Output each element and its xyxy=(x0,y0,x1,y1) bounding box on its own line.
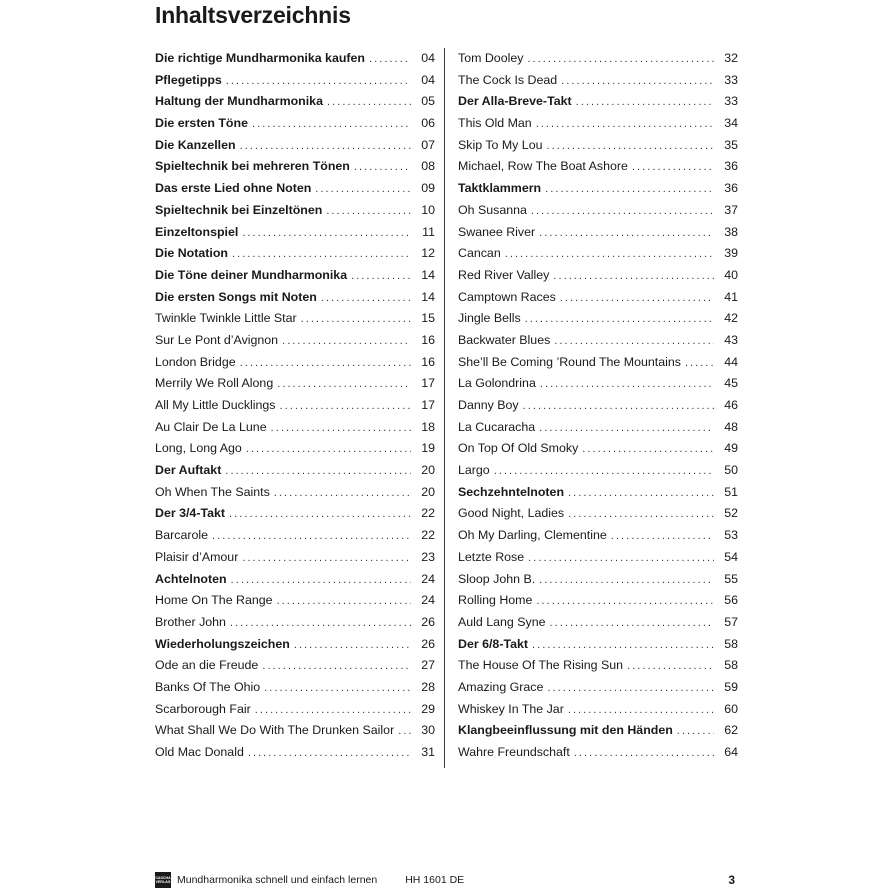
toc-song-entry xyxy=(458,525,738,547)
toc-entry-page: 50 xyxy=(724,463,738,478)
toc-song-entry xyxy=(458,308,738,330)
toc-dot-leader xyxy=(547,678,714,700)
toc-entry-page: 17 xyxy=(421,398,435,412)
toc-song-entry xyxy=(458,243,738,265)
toc-dot-leader xyxy=(523,396,714,418)
toc-entry-page: 35 xyxy=(724,137,738,152)
toc-entry-label: Brother John xyxy=(155,614,226,629)
page-footer xyxy=(155,872,735,888)
toc-chapter-entry xyxy=(155,569,435,591)
toc-song-entry xyxy=(458,48,738,70)
toc-song-entry xyxy=(458,417,738,439)
toc-dot-leader xyxy=(553,266,714,288)
toc-entry-label: Jingle Bells xyxy=(458,311,521,326)
publisher-logo xyxy=(155,872,171,888)
toc-dot-leader xyxy=(280,396,411,418)
toc-song-entry xyxy=(458,113,738,135)
toc-entry-label: Das erste Lied ohne Noten xyxy=(155,181,312,196)
toc-entry-label: All My Little Ducklings xyxy=(155,398,276,412)
toc-entry-page: 36 xyxy=(724,181,738,196)
toc-dot-leader xyxy=(582,439,714,461)
toc-entry-page: 33 xyxy=(724,72,738,87)
toc-dot-leader xyxy=(531,201,714,223)
toc-entry-label: Swanee River xyxy=(458,224,536,239)
toc-dot-leader xyxy=(277,374,411,396)
toc-chapter-entry xyxy=(155,243,435,265)
toc-dot-leader xyxy=(326,201,411,223)
toc-entry-label: Cancan xyxy=(458,246,501,261)
toc-entry-page: 20 xyxy=(421,484,435,499)
toc-song-entry xyxy=(458,330,738,352)
toc-dot-leader xyxy=(536,114,714,136)
toc-entry-label: Whiskey In The Jar xyxy=(458,701,564,716)
toc-dot-leader xyxy=(540,374,714,396)
toc-entry-page: 27 xyxy=(421,658,435,673)
toc-dot-leader xyxy=(536,591,714,613)
toc-entry-label: Merrily We Roll Along xyxy=(155,376,274,391)
toc-entry-label: Largo xyxy=(458,463,490,478)
toc-entry-page: 32 xyxy=(724,51,738,65)
toc-entry-label: Haltung der Mundharmonika xyxy=(155,94,323,109)
toc-song-entry xyxy=(155,677,435,699)
toc-song-entry xyxy=(458,699,738,721)
toc-chapter-entry xyxy=(155,503,435,525)
toc-dot-leader xyxy=(240,136,411,158)
toc-entry-label: The Cock Is Dead xyxy=(458,72,558,87)
toc-song-entry xyxy=(458,460,738,482)
toc-entry-page: 20 xyxy=(421,463,435,478)
toc-entry-label: Die richtige Mundharmonika kaufen xyxy=(155,51,365,65)
toc-song-entry xyxy=(155,612,435,634)
toc-dot-leader xyxy=(255,700,411,722)
toc-dot-leader xyxy=(321,288,411,310)
toc-entry-page: 28 xyxy=(421,679,435,694)
toc-entry-label: Good Night, Ladies xyxy=(458,506,565,521)
toc-entry-label: Spieltechnik bei Einzeltönen xyxy=(155,202,323,217)
toc-chapter-entry xyxy=(155,265,435,287)
toc-dot-leader xyxy=(248,743,411,765)
toc-chapter-entry xyxy=(155,48,435,70)
toc-song-entry xyxy=(155,352,435,374)
toc-song-entry xyxy=(458,70,738,92)
toc-entry-label: Die Kanzellen xyxy=(155,137,236,152)
toc-entry-page: 48 xyxy=(724,419,738,434)
toc-entry-label: Danny Boy xyxy=(458,398,519,412)
toc-song-entry xyxy=(155,699,435,721)
toc-dot-leader xyxy=(274,483,411,505)
toc-entry-page: 04 xyxy=(421,72,435,87)
toc-entry-label: Die ersten Songs mit Noten xyxy=(155,289,317,304)
toc-entry-page: 31 xyxy=(421,745,435,759)
footer-product-code: HH 1601 DE xyxy=(405,874,465,886)
toc-dot-leader xyxy=(351,266,411,288)
toc-entry-page: 06 xyxy=(421,116,435,131)
toc-entry-page: 14 xyxy=(421,267,435,282)
toc-chapter-entry xyxy=(155,178,435,200)
toc-entry-label: The House Of The Rising Sun xyxy=(458,658,624,673)
toc-entry-page: 57 xyxy=(724,614,738,629)
toc-entry-page: 33 xyxy=(724,94,738,109)
toc-dot-leader xyxy=(212,526,411,548)
toc-dot-leader xyxy=(525,309,714,331)
toc-entry-label: Der Auftakt xyxy=(155,463,222,478)
toc-song-entry xyxy=(458,590,738,612)
toc-entry-page: 43 xyxy=(724,332,738,347)
toc-entry-page: 22 xyxy=(421,506,435,521)
toc-chapter-entry xyxy=(458,178,738,200)
toc-dot-leader xyxy=(230,613,411,635)
toc-entry-label: Backwater Blues xyxy=(458,332,551,347)
toc-dot-leader xyxy=(231,570,411,592)
toc-entry-label: Letzte Rose xyxy=(458,549,525,564)
toc-dot-leader xyxy=(354,157,411,179)
toc-song-entry xyxy=(458,200,738,222)
toc-chapter-entry xyxy=(458,720,738,742)
toc-entry-page: 51 xyxy=(724,484,738,499)
toc-dot-leader xyxy=(568,700,714,722)
toc-dot-leader xyxy=(398,721,411,743)
toc-entry-page: 36 xyxy=(724,159,738,174)
toc-entry-page: 24 xyxy=(421,593,435,608)
toc-entry-page: 62 xyxy=(724,723,738,738)
toc-entry-page: 55 xyxy=(724,571,738,586)
toc-entry-label: Tom Dooley xyxy=(458,51,524,65)
toc-dot-leader xyxy=(554,331,714,353)
logo-text-line1: CASCHA xyxy=(155,875,171,880)
toc-dot-leader xyxy=(240,353,411,375)
column-divider xyxy=(444,48,445,768)
toc-song-entry xyxy=(458,503,738,525)
toc-entry-page: 16 xyxy=(421,332,435,347)
toc-chapter-entry xyxy=(155,135,435,157)
toc-entry-label: La Golondrina xyxy=(458,376,536,391)
toc-entry-page: 34 xyxy=(724,116,738,131)
toc-song-entry xyxy=(155,438,435,460)
toc-entry-page: 24 xyxy=(421,571,435,586)
toc-song-entry xyxy=(458,612,738,634)
toc-entry-label: Au Clair De La Lune xyxy=(155,419,267,434)
toc-left-column xyxy=(155,48,435,764)
toc-chapter-entry xyxy=(155,200,435,222)
toc-entry-label: Camptown Races xyxy=(458,289,556,304)
toc-dot-leader xyxy=(262,656,411,678)
toc-entry-label: Pflegetipps xyxy=(155,72,222,87)
page-title: Inhaltsverzeichnis xyxy=(155,2,351,28)
toc-song-entry xyxy=(458,569,738,591)
toc-song-entry xyxy=(458,655,738,677)
toc-entry-label: Achtelnoten xyxy=(155,571,227,586)
toc-entry-label: Sloop John B. xyxy=(458,571,536,586)
toc-entry-page: 30 xyxy=(421,723,435,738)
toc-dot-leader xyxy=(271,418,411,440)
toc-entry-page: 46 xyxy=(724,398,738,412)
toc-song-entry xyxy=(155,308,435,330)
toc-dot-leader xyxy=(539,223,714,245)
toc-entry-label: This Old Man xyxy=(458,116,532,131)
toc-dot-leader xyxy=(225,461,411,483)
toc-entry-label: She’ll Be Coming ’Round The Mountains xyxy=(458,354,681,369)
toc-song-entry xyxy=(155,655,435,677)
toc-song-entry xyxy=(458,222,738,244)
toc-dot-leader xyxy=(369,49,411,71)
toc-dot-leader xyxy=(532,635,714,657)
toc-dot-leader xyxy=(677,721,714,743)
toc-entry-label: What Shall We Do With The Drunken Sailor xyxy=(155,723,395,738)
toc-entry-page: 16 xyxy=(421,354,435,369)
toc-dot-leader xyxy=(315,179,411,201)
toc-entry-label: Die Notation xyxy=(155,246,228,261)
toc-song-entry xyxy=(458,352,738,374)
toc-entry-page: 41 xyxy=(724,289,738,304)
toc-song-entry xyxy=(458,395,738,417)
toc-entry-label: Spieltechnik bei mehreren Tönen xyxy=(155,159,350,174)
toc-song-entry xyxy=(155,395,435,417)
toc-entry-label: Der 3/4-Takt xyxy=(155,506,226,521)
toc-dot-leader xyxy=(527,49,714,71)
toc-entry-page: 54 xyxy=(724,549,738,564)
toc-dot-leader xyxy=(301,309,411,331)
toc-entry-page: 53 xyxy=(724,528,738,543)
toc-chapter-entry xyxy=(155,634,435,656)
toc-entry-page: 58 xyxy=(724,636,738,651)
toc-dot-leader xyxy=(282,331,411,353)
toc-entry-label: Ode an die Freude xyxy=(155,658,259,673)
toc-dot-leader xyxy=(246,439,411,461)
toc-entry-label: Rolling Home xyxy=(458,593,533,608)
footer-page-number: 3 xyxy=(728,873,735,887)
toc-entry-label: Die ersten Töne xyxy=(155,116,248,131)
toc-entry-label: Wahre Freundschaft xyxy=(458,745,570,759)
toc-chapter-entry xyxy=(458,634,738,656)
toc-dot-leader xyxy=(229,504,411,526)
toc-entry-page: 19 xyxy=(421,441,435,456)
toc-song-entry xyxy=(458,135,738,157)
toc-song-entry xyxy=(155,417,435,439)
toc-entry-label: Sechzehntelnoten xyxy=(458,484,565,499)
toc-dot-leader xyxy=(560,288,714,310)
toc-chapter-entry xyxy=(155,70,435,92)
toc-dot-leader xyxy=(545,179,714,201)
toc-dot-leader xyxy=(327,92,411,114)
toc-entry-page: 05 xyxy=(421,94,435,109)
toc-entry-page: 42 xyxy=(724,311,738,326)
toc-entry-page: 22 xyxy=(421,528,435,543)
toc-entry-page: 08 xyxy=(421,159,435,174)
toc-song-entry xyxy=(458,373,738,395)
toc-song-entry xyxy=(458,742,738,764)
footer-book-title: Mundharmonika schnell und einfach lernen xyxy=(177,874,378,886)
toc-dot-leader xyxy=(494,461,714,483)
toc-entry-label: Klangbeeinflussung mit den Händen xyxy=(458,723,673,738)
toc-entry-label: London Bridge xyxy=(155,354,236,369)
toc-entry-label: Die Töne deiner Mundharmonika xyxy=(155,267,348,282)
toc-entry-page: 18 xyxy=(421,419,435,434)
toc-dot-leader xyxy=(611,526,714,548)
toc-entry-label: Skip To My Lou xyxy=(458,137,543,152)
toc-entry-label: Oh My Darling, Clementine xyxy=(458,528,607,543)
toc-dot-leader xyxy=(568,483,714,505)
toc-entry-label: Banks Of The Ohio xyxy=(155,679,261,694)
toc-entry-page: 60 xyxy=(724,701,738,716)
logo-text-line2: VERLAG xyxy=(155,880,171,884)
toc-entry-page: 09 xyxy=(421,181,435,196)
toc-dot-leader xyxy=(561,71,714,93)
toc-entry-page: 26 xyxy=(421,636,435,651)
toc-entry-label: Plaisir d’Amour xyxy=(155,549,239,564)
toc-dot-leader xyxy=(232,244,411,266)
toc-chapter-entry xyxy=(155,287,435,309)
toc-entry-page: 38 xyxy=(724,224,738,239)
toc-entry-page: 15 xyxy=(421,311,435,326)
toc-entry-page: 44 xyxy=(724,354,738,369)
toc-entry-page: 26 xyxy=(421,614,435,629)
toc-entry-label: Auld Lang Syne xyxy=(458,614,546,629)
toc-dot-leader xyxy=(242,223,411,245)
toc-entry-page: 56 xyxy=(724,593,738,608)
toc-dot-leader xyxy=(264,678,411,700)
toc-song-entry xyxy=(155,525,435,547)
toc-dot-leader xyxy=(546,136,714,158)
toc-entry-page: 58 xyxy=(724,658,738,673)
toc-dot-leader xyxy=(539,570,714,592)
toc-dot-leader xyxy=(576,92,714,114)
toc-dot-leader xyxy=(632,157,714,179)
toc-entry-label: Twinkle Twinkle Little Star xyxy=(155,311,297,326)
toc-entry-label: Old Mac Donald xyxy=(155,745,244,759)
toc-song-entry xyxy=(155,720,435,742)
toc-dot-leader xyxy=(294,635,411,657)
toc-dot-leader xyxy=(226,71,411,93)
toc-entry-label: Taktklammern xyxy=(458,181,542,196)
toc-entry-label: La Cucaracha xyxy=(458,419,536,434)
toc-entry-label: Der Alla-Breve-Takt xyxy=(458,94,572,109)
toc-entry-page: 07 xyxy=(421,137,435,152)
toc-entry-page: 49 xyxy=(724,441,738,456)
toc-entry-label: Amazing Grace xyxy=(458,679,544,694)
toc-song-entry xyxy=(155,742,435,764)
toc-entry-page: 59 xyxy=(724,679,738,694)
toc-entry-page: 12 xyxy=(421,246,435,261)
toc-entry-label: Oh Susanna xyxy=(458,202,527,217)
toc-song-entry xyxy=(458,547,738,569)
toc-entry-label: Oh When The Saints xyxy=(155,484,270,499)
toc-entry-page: 29 xyxy=(421,701,435,716)
toc-entry-label: Home On The Range xyxy=(155,593,273,608)
toc-chapter-entry xyxy=(155,460,435,482)
toc-entry-label: Red River Valley xyxy=(458,267,550,282)
toc-entry-page: 14 xyxy=(421,289,435,304)
toc-dot-leader xyxy=(277,591,411,613)
toc-chapter-entry xyxy=(458,91,738,113)
toc-song-entry xyxy=(155,373,435,395)
toc-song-entry xyxy=(155,330,435,352)
toc-entry-page: 40 xyxy=(724,267,738,282)
toc-entry-label: Wiederholungszeichen xyxy=(155,636,290,651)
toc-entry-label: Der 6/8-Takt xyxy=(458,636,529,651)
toc-dot-leader xyxy=(574,743,714,765)
toc-song-entry xyxy=(458,287,738,309)
toc-entry-page: 04 xyxy=(421,51,435,65)
toc-entry-label: Long, Long Ago xyxy=(155,441,242,456)
toc-dot-leader xyxy=(685,353,714,375)
toc-entry-label: On Top Of Old Smoky xyxy=(458,441,579,456)
toc-dot-leader xyxy=(568,504,714,526)
toc-entry-page: 39 xyxy=(724,246,738,261)
toc-song-entry xyxy=(458,677,738,699)
toc-dot-leader xyxy=(252,114,411,136)
toc-entry-page: 23 xyxy=(421,549,435,564)
toc-entry-label: Einzeltonspiel xyxy=(155,224,239,239)
toc-song-entry xyxy=(458,156,738,178)
toc-entry-label: Barcarole xyxy=(155,528,209,543)
toc-entry-page: 11 xyxy=(422,224,435,239)
toc-song-entry xyxy=(458,438,738,460)
toc-entry-label: Sur Le Pont d’Avignon xyxy=(155,332,279,347)
toc-chapter-entry xyxy=(155,156,435,178)
toc-song-entry xyxy=(155,590,435,612)
toc-dot-leader xyxy=(539,418,714,440)
toc-dot-leader xyxy=(550,613,715,635)
toc-dot-leader xyxy=(242,548,411,570)
toc-entry-page: 45 xyxy=(724,376,738,391)
toc-entry-page: 52 xyxy=(724,506,738,521)
toc-entry-page: 37 xyxy=(724,202,738,217)
toc-dot-leader xyxy=(528,548,714,570)
toc-song-entry xyxy=(155,547,435,569)
toc-chapter-entry xyxy=(155,91,435,113)
toc-entry-label: Scarborough Fair xyxy=(155,701,251,716)
toc-entry-label: Michael, Row The Boat Ashore xyxy=(458,159,628,174)
toc-entry-page: 17 xyxy=(421,376,435,391)
toc-entry-page: 64 xyxy=(724,745,738,759)
toc-dot-leader xyxy=(627,656,714,678)
toc-chapter-entry xyxy=(155,222,435,244)
toc-chapter-entry xyxy=(155,113,435,135)
toc-chapter-entry xyxy=(458,482,738,504)
toc-right-column xyxy=(458,48,738,764)
toc-entry-page: 10 xyxy=(421,202,435,217)
toc-song-entry xyxy=(458,265,738,287)
toc-dot-leader xyxy=(505,244,714,266)
toc-song-entry xyxy=(155,482,435,504)
